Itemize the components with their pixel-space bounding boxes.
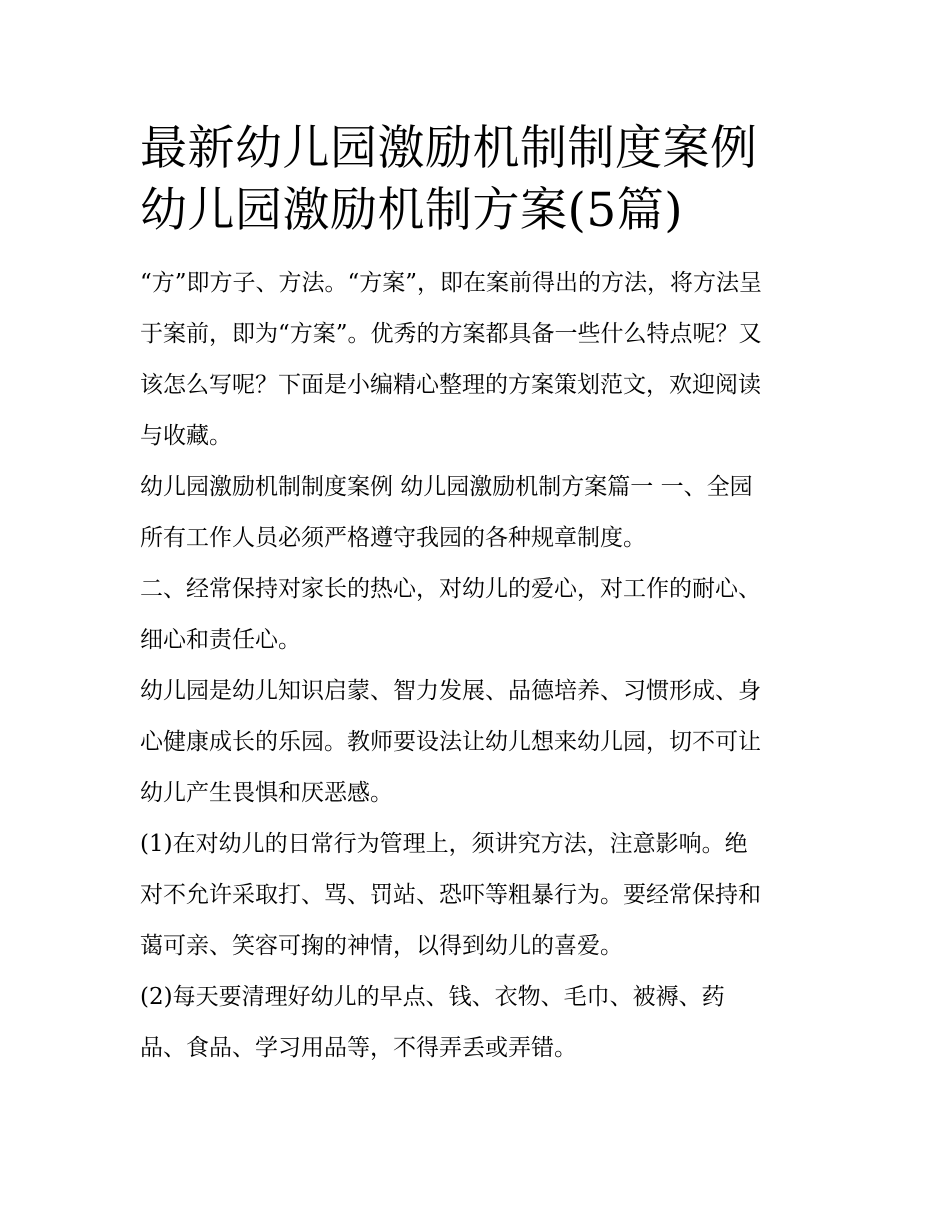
text-line: 于案前，即为“方案”。优秀的方案都具备一些什么特点呢？又 [140, 321, 762, 347]
paragraph [140, 972, 820, 1074]
title-line: 最新幼儿园激励机制制度案例 [140, 121, 758, 176]
text-line: (2)每天要清理好幼儿的早点、钱、衣物、毛巾、被褥、药 [140, 984, 725, 1010]
title-line: 幼儿园激励机制方案(5篇) [140, 183, 684, 238]
text-line: 细心和责任心。 [140, 627, 301, 653]
text-line: 品、食品、学习用品等，不得弄丢或弄错。 [140, 1035, 577, 1061]
paragraph [140, 819, 820, 972]
text-line: 蔼可亲、笑容可掬的神情，以得到幼儿的喜爱。 [140, 933, 623, 959]
text-line: 该怎么写呢？下面是小编精心整理的方案策划范文，欢迎阅读 [140, 372, 761, 398]
paragraph [140, 666, 820, 819]
text-line: 幼儿园激励机制制度案例 幼儿园激励机制方案篇一 一、全园 [140, 474, 753, 500]
text-line: 幼儿园是幼儿知识启蒙、智力发展、品德培养、习惯形成、身 [140, 678, 761, 704]
text-line: “方”即方子、方法。“方案”，即在案前得出的方法，将方法呈 [140, 270, 763, 296]
paragraph [140, 564, 820, 666]
text-line: 幼儿产生畏惧和厌恶感。 [140, 780, 393, 806]
text-line: 与收藏。 [140, 423, 232, 449]
paragraph [140, 462, 820, 564]
text-line: 对不允许采取打、骂、罚站、恐吓等粗暴行为。要经常保持和 [140, 882, 761, 908]
document-body [140, 258, 820, 1074]
document-page [140, 118, 820, 1074]
paragraph [140, 258, 820, 462]
document-title [140, 118, 820, 242]
text-line: 所有工作人员必须严格遵守我园的各种规章制度。 [140, 525, 646, 551]
text-line: 二、经常保持对家长的热心，对幼儿的爱心，对工作的耐心、 [140, 576, 761, 602]
text-line: 心健康成长的乐园。教师要设法让幼儿想来幼儿园，切不可让 [140, 729, 761, 755]
text-line: (1)在对幼儿的日常行为管理上，须讲究方法，注意影响。绝 [140, 831, 748, 857]
